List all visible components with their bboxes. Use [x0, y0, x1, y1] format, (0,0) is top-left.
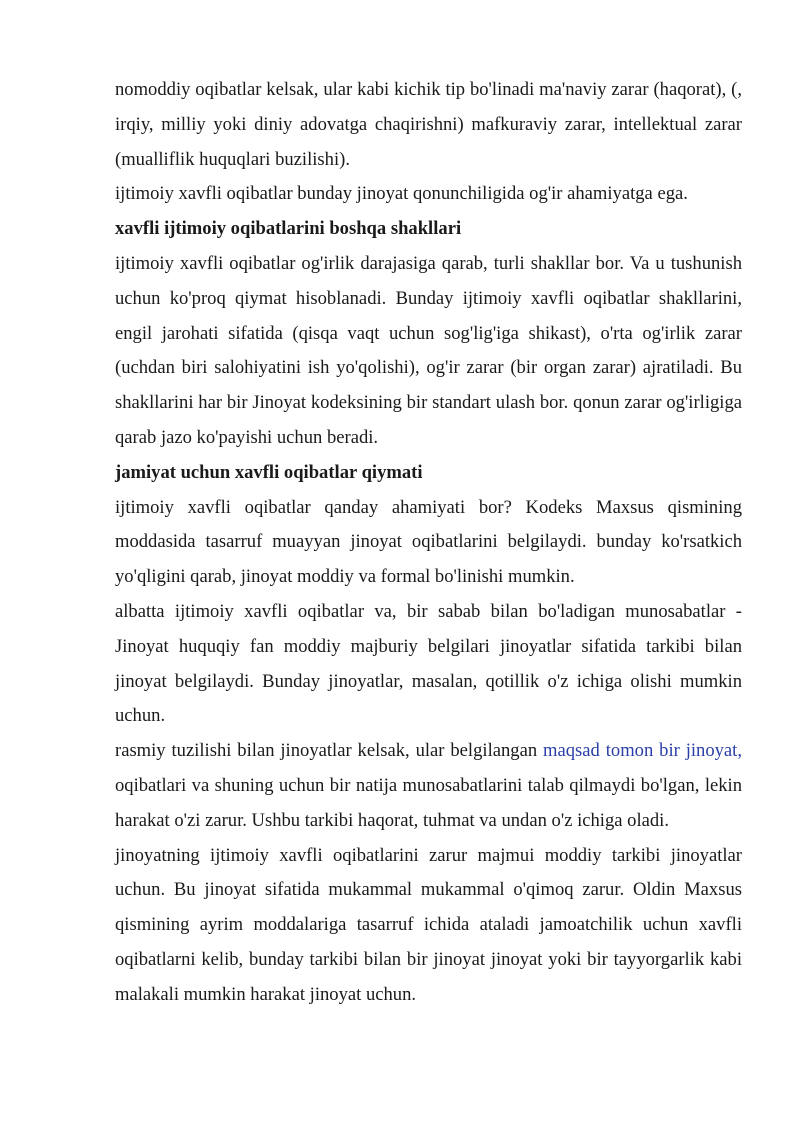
paragraph-6	[115, 734, 742, 838]
paragraph-6-text-after: oqibatlari va shuning uchun bir natija munosabatlarini talab qilmaydi bo'lgan, lekin harakat o'zi zarur. Ushbu tarkibi haqorat, tuhmat va undan o'z ichiga oladi.	[115, 774, 742, 831]
paragraph-1: nomoddiy oqibatlar kelsak, ular kabi kichik tip bo'linadi ma'naviy zarar (haqorat), (, irqiy, milliy yoki diniy adovatga chaqirishni) mafkuraviy zarar, intellektual zarar (mualliflik huquqlari buzilishi).	[115, 79, 742, 170]
paragraph-5: albatta ijtimoiy xavfli oqibatlar va, bir sabab bilan bo'ladigan munosabatlar - Jinoyat huquqiy fan moddiy majburiy belgilari jinoyatlar sifatida tarkibi bilan jinoyat belgilaydi. Bunday jinoyatlar, masalan, qotillik o'z ichiga olishi mumkin uchun.	[115, 600, 742, 727]
document-page	[115, 73, 742, 1013]
paragraph-4: ijtimoiy xavfli oqibatlar qanday ahamiyati bor? Kodeks Maxsus qismining moddasida tasarruf muayyan jinoyat oqibatlarini belgilaydi. bunday ko'rsatkich yo'qligini qarab, jinoyat moddiy va formal bo'linishi mumkin.	[115, 496, 742, 588]
inline-link[interactable]: maqsad tomon bir jinoyat,	[543, 740, 742, 762]
section-heading-2: jamiyat uchun xavfli oqibatlar qiymati	[115, 461, 423, 483]
section-heading-1: xavfli ijtimoiy oqibatlarini boshqa shakllari	[115, 218, 462, 240]
paragraph-6-text-before: rasmiy tuzilishi bilan jinoyatlar kelsak, ular belgilangan	[115, 740, 544, 762]
paragraph-3: ijtimoiy xavfli oqibatlar og'irlik darajasiga qarab, turli shakllar bor. Va u tushunish uchun ko'proq qiymat hisoblanadi. Bunday ijtimoiy xavfli oqibatlar shakllarini, engil jarohati sifatida (qisqa vaqt uchun sog'lig'iga shikast), o'rta og'irlik zarar (uchdan biri salohiyatini ish yo'qolishi), og'ir zarar (bir organ zarar) ajratiladi. Bu shakllarini har bir Jinoyat kodeksining bir standart ulash bor. qonun zarar og'irligiga qarab jazo ko'payishi uchun beradi.	[115, 252, 742, 448]
paragraph-7: jinoyatning ijtimoiy xavfli oqibatlarini zarur majmui moddiy tarkibi jinoyatlar uchun. Bu jinoyat sifatida mukammal mukammal o'qimoq zarur. Oldin Maxsus qismining ayrim moddalariga tasarruf ichida ataladi jamoatchilik uchun xavfli oqibatlarni kelib, bunday tarkibi bilan bir jinoyat jinoyat yoki bir tayyorgarlik kabi malakali mumkin harakat jinoyat uchun.	[115, 844, 742, 1005]
paragraph-2: ijtimoiy xavfli oqibatlar bunday jinoyat qonunchiligida og'ir ahamiyatga ega.	[115, 183, 688, 205]
